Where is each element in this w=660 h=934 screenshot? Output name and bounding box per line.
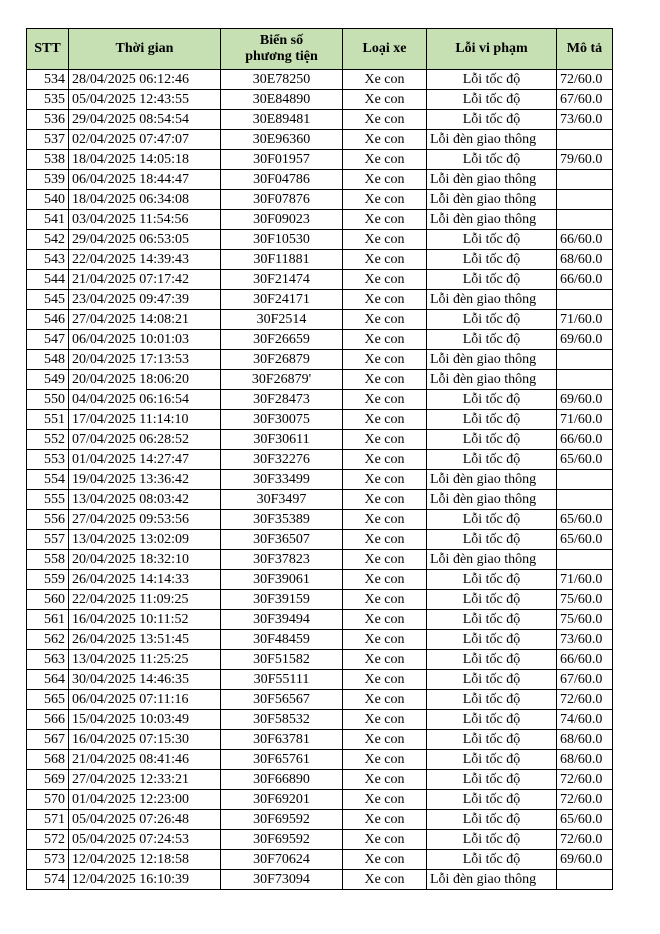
- row-plate: 30F30075: [221, 410, 343, 430]
- row-violation: Lỗi tốc độ: [427, 270, 557, 290]
- row-time: 13/04/2025 13:02:09: [69, 530, 221, 550]
- table-row: [27, 330, 613, 350]
- row-vehicle-type: Xe con: [343, 850, 427, 870]
- row-plate: 30E84890: [221, 90, 343, 110]
- row-description: [557, 370, 613, 390]
- row-violation: Lỗi tốc độ: [427, 850, 557, 870]
- row-violation: Lỗi đèn giao thông: [427, 170, 557, 190]
- row-vehicle-type: Xe con: [343, 350, 427, 370]
- row-description: [557, 290, 613, 310]
- row-description: 67/60.0: [557, 670, 613, 690]
- row-violation: Lỗi tốc độ: [427, 530, 557, 550]
- row-plate: 30F11881: [221, 250, 343, 270]
- row-vehicle-type: Xe con: [343, 150, 427, 170]
- row-time: 05/04/2025 07:26:48: [69, 810, 221, 830]
- table-row: [27, 850, 613, 870]
- row-plate: 30F70624: [221, 850, 343, 870]
- row-description: [557, 470, 613, 490]
- row-description: 68/60.0: [557, 730, 613, 750]
- row-violation: Lỗi tốc độ: [427, 770, 557, 790]
- row-time: 06/04/2025 07:11:16: [69, 690, 221, 710]
- row-stt: 566: [27, 710, 69, 730]
- row-violation: Lỗi đèn giao thông: [427, 290, 557, 310]
- header-plate-line2: phương tiện: [245, 49, 318, 64]
- table-header: [27, 29, 613, 70]
- row-plate: 30F01957: [221, 150, 343, 170]
- table-row: [27, 470, 613, 490]
- header-row: [27, 29, 613, 70]
- row-time: 17/04/2025 11:14:10: [69, 410, 221, 430]
- row-description: 71/60.0: [557, 310, 613, 330]
- row-plate: 30F69201: [221, 790, 343, 810]
- row-stt: 549: [27, 370, 69, 390]
- table-row: [27, 450, 613, 470]
- row-plate: 30F36507: [221, 530, 343, 550]
- row-violation: Lỗi tốc độ: [427, 670, 557, 690]
- row-vehicle-type: Xe con: [343, 370, 427, 390]
- row-plate: 30F26879': [221, 370, 343, 390]
- row-plate: 30F69592: [221, 830, 343, 850]
- row-time: 26/04/2025 14:14:33: [69, 570, 221, 590]
- row-vehicle-type: Xe con: [343, 630, 427, 650]
- row-stt: 561: [27, 610, 69, 630]
- row-violation: Lỗi tốc độ: [427, 630, 557, 650]
- row-description: 69/60.0: [557, 330, 613, 350]
- row-description: 68/60.0: [557, 250, 613, 270]
- row-description: 75/60.0: [557, 590, 613, 610]
- table-row: [27, 310, 613, 330]
- header-plate-line1: Biển số: [259, 33, 304, 48]
- row-stt: 559: [27, 570, 69, 590]
- table-row: [27, 710, 613, 730]
- table-row: [27, 70, 613, 90]
- row-stt: 544: [27, 270, 69, 290]
- row-description: 72/60.0: [557, 690, 613, 710]
- row-vehicle-type: Xe con: [343, 730, 427, 750]
- row-vehicle-type: Xe con: [343, 290, 427, 310]
- row-plate: 30F28473: [221, 390, 343, 410]
- row-violation: Lỗi tốc độ: [427, 310, 557, 330]
- header-plate: [221, 29, 343, 70]
- row-vehicle-type: Xe con: [343, 490, 427, 510]
- row-plate: 30F24171: [221, 290, 343, 310]
- row-plate: 30E78250: [221, 70, 343, 90]
- row-violation: Lỗi tốc độ: [427, 90, 557, 110]
- row-stt: 572: [27, 830, 69, 850]
- row-description: 75/60.0: [557, 610, 613, 630]
- table-body: [27, 70, 613, 890]
- row-violation: Lỗi tốc độ: [427, 610, 557, 630]
- row-time: 05/04/2025 07:24:53: [69, 830, 221, 850]
- row-plate: 30F66890: [221, 770, 343, 790]
- row-vehicle-type: Xe con: [343, 90, 427, 110]
- table-row: [27, 270, 613, 290]
- row-time: 12/04/2025 12:18:58: [69, 850, 221, 870]
- table-row: [27, 510, 613, 530]
- header-time: Thời gian: [69, 29, 221, 70]
- row-time: 05/04/2025 12:43:55: [69, 90, 221, 110]
- row-stt: 534: [27, 70, 69, 90]
- row-stt: 538: [27, 150, 69, 170]
- table-row: [27, 430, 613, 450]
- row-violation: Lỗi tốc độ: [427, 690, 557, 710]
- row-plate: 30F04786: [221, 170, 343, 190]
- row-time: 27/04/2025 12:33:21: [69, 770, 221, 790]
- table-row: [27, 830, 613, 850]
- row-stt: 554: [27, 470, 69, 490]
- table-row: [27, 670, 613, 690]
- row-plate: 30F3497: [221, 490, 343, 510]
- table-row: [27, 490, 613, 510]
- row-time: 21/04/2025 07:17:42: [69, 270, 221, 290]
- row-stt: 557: [27, 530, 69, 550]
- row-plate: 30F65761: [221, 750, 343, 770]
- row-plate: 30F2514: [221, 310, 343, 330]
- row-violation: Lỗi tốc độ: [427, 430, 557, 450]
- row-description: [557, 490, 613, 510]
- row-violation: Lỗi tốc độ: [427, 650, 557, 670]
- row-vehicle-type: Xe con: [343, 610, 427, 630]
- row-description: 73/60.0: [557, 110, 613, 130]
- row-violation: Lỗi tốc độ: [427, 710, 557, 730]
- table-row: [27, 290, 613, 310]
- row-vehicle-type: Xe con: [343, 870, 427, 890]
- row-stt: 571: [27, 810, 69, 830]
- row-plate: 30F35389: [221, 510, 343, 530]
- row-violation: Lỗi đèn giao thông: [427, 210, 557, 230]
- row-description: 72/60.0: [557, 830, 613, 850]
- row-description: 66/60.0: [557, 650, 613, 670]
- row-stt: 536: [27, 110, 69, 130]
- table-row: [27, 210, 613, 230]
- row-plate: 30F39494: [221, 610, 343, 630]
- row-plate: 30F26879: [221, 350, 343, 370]
- row-stt: 543: [27, 250, 69, 270]
- row-violation: Lỗi tốc độ: [427, 330, 557, 350]
- row-vehicle-type: Xe con: [343, 710, 427, 730]
- row-plate: 30F09023: [221, 210, 343, 230]
- row-stt: 560: [27, 590, 69, 610]
- row-time: 23/04/2025 09:47:39: [69, 290, 221, 310]
- violations-table: [26, 28, 613, 890]
- row-vehicle-type: Xe con: [343, 430, 427, 450]
- row-violation: Lỗi tốc độ: [427, 150, 557, 170]
- row-stt: 540: [27, 190, 69, 210]
- row-stt: 565: [27, 690, 69, 710]
- row-description: 68/60.0: [557, 750, 613, 770]
- table-row: [27, 390, 613, 410]
- row-description: [557, 130, 613, 150]
- row-time: 18/04/2025 06:34:08: [69, 190, 221, 210]
- row-violation: Lỗi tốc độ: [427, 410, 557, 430]
- row-stt: 539: [27, 170, 69, 190]
- row-stt: 548: [27, 350, 69, 370]
- row-time: 18/04/2025 14:05:18: [69, 150, 221, 170]
- table-row: [27, 610, 613, 630]
- row-vehicle-type: Xe con: [343, 810, 427, 830]
- row-plate: 30F33499: [221, 470, 343, 490]
- row-violation: Lỗi tốc độ: [427, 790, 557, 810]
- row-violation: Lỗi tốc độ: [427, 570, 557, 590]
- row-stt: 555: [27, 490, 69, 510]
- row-time: 22/04/2025 11:09:25: [69, 590, 221, 610]
- row-description: 72/60.0: [557, 770, 613, 790]
- row-plate: 30F37823: [221, 550, 343, 570]
- row-stt: 535: [27, 90, 69, 110]
- row-stt: 573: [27, 850, 69, 870]
- row-violation: Lỗi đèn giao thông: [427, 350, 557, 370]
- row-stt: 546: [27, 310, 69, 330]
- row-vehicle-type: Xe con: [343, 170, 427, 190]
- row-plate: 30F07876: [221, 190, 343, 210]
- row-violation: Lỗi đèn giao thông: [427, 490, 557, 510]
- row-description: [557, 170, 613, 190]
- row-time: 13/04/2025 11:25:25: [69, 650, 221, 670]
- row-description: 66/60.0: [557, 230, 613, 250]
- row-stt: 541: [27, 210, 69, 230]
- row-plate: 30F58532: [221, 710, 343, 730]
- row-vehicle-type: Xe con: [343, 230, 427, 250]
- row-stt: 552: [27, 430, 69, 450]
- table-row: [27, 90, 613, 110]
- row-vehicle-type: Xe con: [343, 390, 427, 410]
- row-time: 29/04/2025 08:54:54: [69, 110, 221, 130]
- row-stt: 570: [27, 790, 69, 810]
- row-time: 29/04/2025 06:53:05: [69, 230, 221, 250]
- row-violation: Lỗi tốc độ: [427, 450, 557, 470]
- table-row: [27, 770, 613, 790]
- row-violation: Lỗi tốc độ: [427, 730, 557, 750]
- row-violation: Lỗi tốc độ: [427, 230, 557, 250]
- row-vehicle-type: Xe con: [343, 250, 427, 270]
- row-violation: Lỗi tốc độ: [427, 510, 557, 530]
- row-description: 72/60.0: [557, 70, 613, 90]
- row-vehicle-type: Xe con: [343, 310, 427, 330]
- row-violation: Lỗi đèn giao thông: [427, 190, 557, 210]
- row-violation: Lỗi tốc độ: [427, 70, 557, 90]
- header-violation: Lỗi vi phạm: [427, 29, 557, 70]
- table-row: [27, 190, 613, 210]
- row-vehicle-type: Xe con: [343, 790, 427, 810]
- row-description: [557, 350, 613, 370]
- table-row: [27, 790, 613, 810]
- row-violation: Lỗi tốc độ: [427, 110, 557, 130]
- row-time: 20/04/2025 18:06:20: [69, 370, 221, 390]
- row-description: 72/60.0: [557, 790, 613, 810]
- row-stt: 564: [27, 670, 69, 690]
- row-time: 15/04/2025 10:03:49: [69, 710, 221, 730]
- row-vehicle-type: Xe con: [343, 570, 427, 590]
- table-row: [27, 690, 613, 710]
- header-stt: STT: [27, 29, 69, 70]
- table-row: [27, 570, 613, 590]
- row-vehicle-type: Xe con: [343, 670, 427, 690]
- row-plate: 30F56567: [221, 690, 343, 710]
- row-vehicle-type: Xe con: [343, 590, 427, 610]
- row-description: 66/60.0: [557, 430, 613, 450]
- row-vehicle-type: Xe con: [343, 270, 427, 290]
- table-row: [27, 810, 613, 830]
- row-violation: Lỗi tốc độ: [427, 250, 557, 270]
- table-row: [27, 170, 613, 190]
- row-description: 71/60.0: [557, 570, 613, 590]
- table-row: [27, 650, 613, 670]
- table-row: [27, 150, 613, 170]
- row-violation: Lỗi đèn giao thông: [427, 870, 557, 890]
- row-violation: Lỗi tốc độ: [427, 590, 557, 610]
- row-time: 07/04/2025 06:28:52: [69, 430, 221, 450]
- row-stt: 556: [27, 510, 69, 530]
- row-description: 79/60.0: [557, 150, 613, 170]
- row-vehicle-type: Xe con: [343, 450, 427, 470]
- row-vehicle-type: Xe con: [343, 770, 427, 790]
- row-plate: 30F39061: [221, 570, 343, 590]
- row-stt: 574: [27, 870, 69, 890]
- row-time: 20/04/2025 18:32:10: [69, 550, 221, 570]
- row-time: 06/04/2025 18:44:47: [69, 170, 221, 190]
- row-time: 13/04/2025 08:03:42: [69, 490, 221, 510]
- row-time: 19/04/2025 13:36:42: [69, 470, 221, 490]
- row-time: 30/04/2025 14:46:35: [69, 670, 221, 690]
- row-plate: 30F32276: [221, 450, 343, 470]
- row-time: 20/04/2025 17:13:53: [69, 350, 221, 370]
- row-violation: Lỗi tốc độ: [427, 830, 557, 850]
- row-stt: 558: [27, 550, 69, 570]
- row-vehicle-type: Xe con: [343, 130, 427, 150]
- row-violation: Lỗi đèn giao thông: [427, 130, 557, 150]
- row-description: 73/60.0: [557, 630, 613, 650]
- row-stt: 550: [27, 390, 69, 410]
- row-stt: 551: [27, 410, 69, 430]
- row-time: 03/04/2025 11:54:56: [69, 210, 221, 230]
- header-description: Mô tả: [557, 29, 613, 70]
- table-row: [27, 370, 613, 390]
- table-row: [27, 550, 613, 570]
- row-description: [557, 210, 613, 230]
- row-vehicle-type: Xe con: [343, 190, 427, 210]
- row-vehicle-type: Xe con: [343, 110, 427, 130]
- table-row: [27, 530, 613, 550]
- row-time: 04/04/2025 06:16:54: [69, 390, 221, 410]
- row-plate: 30F48459: [221, 630, 343, 650]
- row-time: 22/04/2025 14:39:43: [69, 250, 221, 270]
- row-stt: 567: [27, 730, 69, 750]
- table-row: [27, 230, 613, 250]
- row-plate: 30F21474: [221, 270, 343, 290]
- row-vehicle-type: Xe con: [343, 690, 427, 710]
- row-plate: 30E89481: [221, 110, 343, 130]
- row-time: 27/04/2025 09:53:56: [69, 510, 221, 530]
- row-plate: 30F51582: [221, 650, 343, 670]
- row-violation: Lỗi tốc độ: [427, 750, 557, 770]
- row-description: 65/60.0: [557, 530, 613, 550]
- row-stt: 547: [27, 330, 69, 350]
- row-plate: 30F30611: [221, 430, 343, 450]
- row-stt: 569: [27, 770, 69, 790]
- row-time: 26/04/2025 13:51:45: [69, 630, 221, 650]
- row-vehicle-type: Xe con: [343, 70, 427, 90]
- table-row: [27, 630, 613, 650]
- row-description: 65/60.0: [557, 450, 613, 470]
- row-violation: Lỗi đèn giao thông: [427, 550, 557, 570]
- row-vehicle-type: Xe con: [343, 330, 427, 350]
- row-vehicle-type: Xe con: [343, 830, 427, 850]
- row-violation: Lỗi tốc độ: [427, 810, 557, 830]
- row-vehicle-type: Xe con: [343, 750, 427, 770]
- table-row: [27, 870, 613, 890]
- row-stt: 542: [27, 230, 69, 250]
- row-vehicle-type: Xe con: [343, 550, 427, 570]
- row-time: 28/04/2025 06:12:46: [69, 70, 221, 90]
- row-violation: Lỗi đèn giao thông: [427, 470, 557, 490]
- row-time: 01/04/2025 12:23:00: [69, 790, 221, 810]
- row-stt: 562: [27, 630, 69, 650]
- table-row: [27, 590, 613, 610]
- row-plate: 30F69592: [221, 810, 343, 830]
- row-description: 65/60.0: [557, 810, 613, 830]
- row-description: 65/60.0: [557, 510, 613, 530]
- table-row: [27, 250, 613, 270]
- row-vehicle-type: Xe con: [343, 650, 427, 670]
- row-vehicle-type: Xe con: [343, 470, 427, 490]
- table-row: [27, 110, 613, 130]
- row-description: 67/60.0: [557, 90, 613, 110]
- table-row: [27, 410, 613, 430]
- row-description: [557, 870, 613, 890]
- row-time: 12/04/2025 16:10:39: [69, 870, 221, 890]
- row-description: 66/60.0: [557, 270, 613, 290]
- row-time: 16/04/2025 10:11:52: [69, 610, 221, 630]
- row-stt: 563: [27, 650, 69, 670]
- row-stt: 537: [27, 130, 69, 150]
- row-vehicle-type: Xe con: [343, 510, 427, 530]
- row-plate: 30E96360: [221, 130, 343, 150]
- row-time: 27/04/2025 14:08:21: [69, 310, 221, 330]
- row-time: 02/04/2025 07:47:07: [69, 130, 221, 150]
- header-vehicle-type: Loại xe: [343, 29, 427, 70]
- row-stt: 545: [27, 290, 69, 310]
- row-plate: 30F73094: [221, 870, 343, 890]
- row-time: 16/04/2025 07:15:30: [69, 730, 221, 750]
- row-description: [557, 190, 613, 210]
- row-violation: Lỗi tốc độ: [427, 390, 557, 410]
- row-description: 69/60.0: [557, 850, 613, 870]
- row-time: 21/04/2025 08:41:46: [69, 750, 221, 770]
- table-row: [27, 750, 613, 770]
- row-time: 01/04/2025 14:27:47: [69, 450, 221, 470]
- row-description: 74/60.0: [557, 710, 613, 730]
- table-row: [27, 130, 613, 150]
- row-plate: 30F26659: [221, 330, 343, 350]
- row-time: 06/04/2025 10:01:03: [69, 330, 221, 350]
- row-stt: 553: [27, 450, 69, 470]
- row-violation: Lỗi đèn giao thông: [427, 370, 557, 390]
- row-vehicle-type: Xe con: [343, 410, 427, 430]
- row-stt: 568: [27, 750, 69, 770]
- row-plate: 30F10530: [221, 230, 343, 250]
- table-row: [27, 350, 613, 370]
- row-plate: 30F39159: [221, 590, 343, 610]
- table-row: [27, 730, 613, 750]
- row-plate: 30F55111: [221, 670, 343, 690]
- row-vehicle-type: Xe con: [343, 210, 427, 230]
- row-vehicle-type: Xe con: [343, 530, 427, 550]
- row-description: 71/60.0: [557, 410, 613, 430]
- row-description: [557, 550, 613, 570]
- row-plate: 30F63781: [221, 730, 343, 750]
- row-description: 69/60.0: [557, 390, 613, 410]
